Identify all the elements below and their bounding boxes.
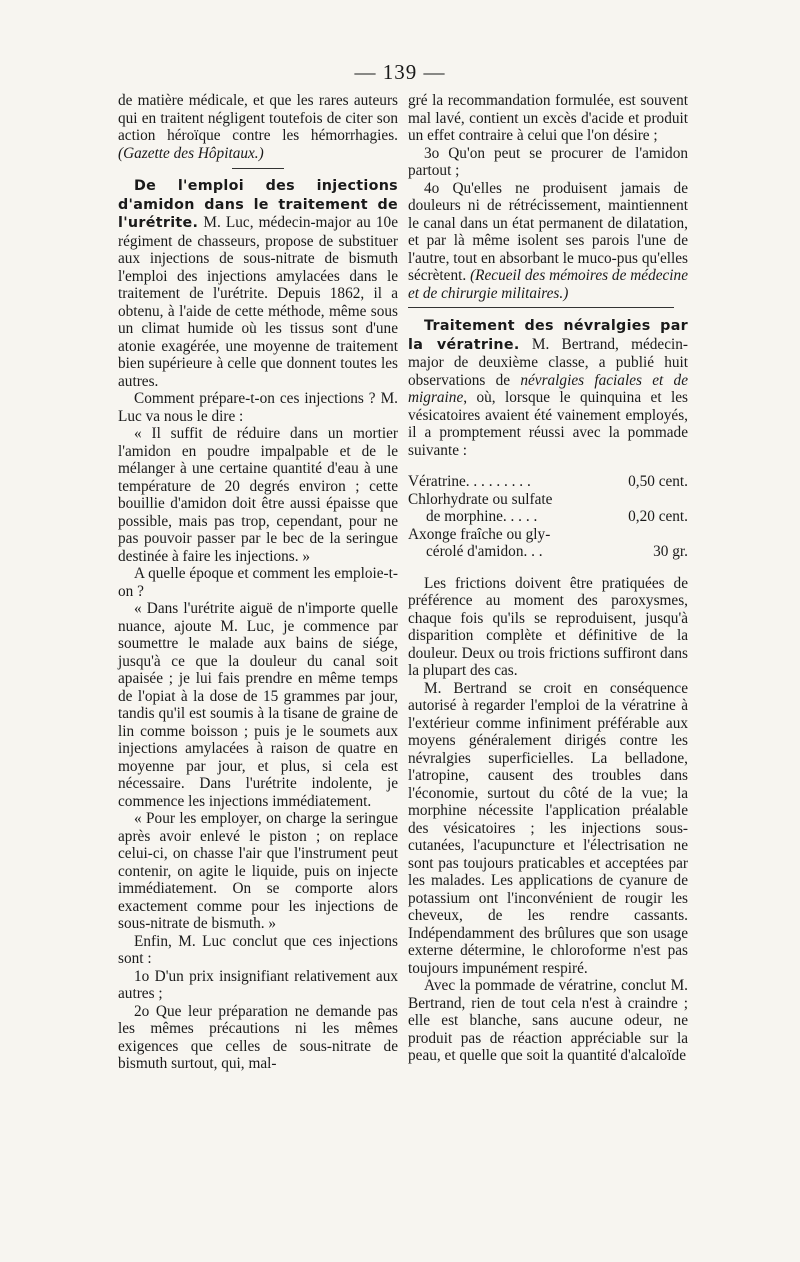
recipe-row — [408, 473, 688, 491]
recipe-quantity: 0,50 cent. — [628, 473, 688, 490]
paragraph: 2o Que leur préparation ne demande pas les mêmes précautions ni les mêmes exigences que celles de sous-nitrate de bismuth surtout, qui, mal- — [118, 1002, 398, 1072]
recipe-row — [408, 491, 688, 509]
paragraph: A quelle époque et comment les emploie-t-on ? — [118, 565, 398, 600]
recipe-ingredient: cérolé d'amidon. . . — [426, 543, 543, 560]
paragraph: Les frictions doivent être pratiquées de préférence au moment des paroxysmes, chaque fois qu'ils se reproduisent, jusqu'à disparition complète et définitive de la douleur. Deux ou trois frictions suffiront dans la plupart des cas. — [408, 574, 688, 679]
paragraph: gré la recommandation formulée, est souvent mal lavé, contient un excès d'acide et produit un effet contraire à celui que l'on désire ; — [408, 92, 688, 144]
recipe-ingredient: Axonge fraîche ou gly- — [408, 525, 551, 543]
recipe-row — [408, 543, 688, 561]
recipe-row — [408, 508, 688, 526]
paragraph-text: M. Luc, médecin-major au 10e régiment de chasseurs, propose de substituer aux injections de sous-nitrate de bismuth l'emploi des injections amylacées dans le traitement de l'urétrite. Depuis 1862, il a obtenu, à l'aide de cette méthode, même sous un climat humide où les tissus sont d'une atonie exagérée, une moyenne de traitement bien supérieure à celle que donnent toutes les autres. — [118, 214, 398, 390]
divider — [232, 168, 284, 169]
page-number: — 139 — — [354, 60, 446, 84]
paragraph-text: M. Bertrand, médecin-major de deuxième classe, a publié huit observations de — [408, 335, 689, 389]
paragraph: Avec la pommade de vératrine, conclut M. Bertrand, rien de tout cela n'est à craindre ; elle est blanche, sans aucune odeur, ne produit pas de réaction appréciable sur la peau, et quelle que soit la quantité d'alcaloïde — [408, 977, 688, 1064]
recipe-row — [408, 526, 688, 544]
paragraph — [118, 92, 398, 162]
paragraph: « Dans l'urétrite aiguë de n'importe quelle nuance, ajoute M. Luc, je commence par soumettre le malade aux bains de siége, jusqu'à ce que la douleur du canal soit apaisée ; je lui fais prendre en même temps de l'opiat à la dose de 15 grammes par jour, tandis qu'il est soumis à la tisane de graine de lin comme boisson ; puis je le soumets aux injections amylacées à raison de quatre en moyenne par jour, et plus, si cela est nécessaire. Dans l'urétrite indolente, je commence les injections immédiatement. — [118, 600, 398, 810]
section-title: De l'emploi des injections d'amidon dans le traitement de l'urétrite. — [118, 178, 398, 231]
recipe-ingredient: Vératrine. . . . . . . . . — [408, 473, 531, 490]
source-citation: (Recueil des mémoires de médecine et de chirurgie militaires.) — [408, 267, 688, 302]
paragraph: « Il suffit de réduire dans un mortier l'amidon en poudre impalpable et de le mélanger à une certaine quantité d'eau à une température de 20 degrés environ ; cette bouillie d'amidon doit être aussi épaisse que possible, mais pas trop, cependant, pour ne pas pouvoir passer par le bec de la seringue destinée à faire les injections. » — [118, 425, 398, 565]
paragraph-text: de matière médicale, et que les rares auteurs qui en traitent négligent toutefois de citer son action héroïque contre les hémorrhagies. — [118, 92, 398, 144]
section-title: Traitement des névralgies par la vératrine. — [408, 318, 688, 353]
source-citation: (Gazette des Hôpitaux.) — [118, 144, 264, 162]
right-column — [408, 92, 688, 1065]
paragraph: Comment prépare-t-on ces injections ? M. Luc va nous le dire : — [118, 390, 398, 425]
paragraph: 1o D'un prix insignifiant relativement aux autres ; — [118, 967, 398, 1002]
left-column — [118, 92, 398, 1073]
paragraph: Enfin, M. Luc conclut que ces injections sont : — [118, 932, 398, 967]
paragraph: « Pour les employer, on charge la seringue après avoir enlevé le piston ; on replace celui-ci, on chasse l'air que l'instrument peut contenir, on agite le liquide, puis on injecte immédiatement. On se comporte alors exactement comme pour les injections de sous-nitrate de bismuth. » — [118, 810, 398, 932]
divider — [408, 307, 674, 308]
recipe-table — [408, 473, 688, 561]
paragraph-text: 4o Qu'elles ne produisent jamais de douleurs ni de rétrécissement, maintiennent le canal dans un état permanent de dilatation, et par là même isolent ses parois l'une de l'autre, tout en absorbant le muco-pus qu'elles sécrètent. — [408, 179, 688, 284]
paragraph — [118, 177, 398, 390]
recipe-quantity: 30 gr. — [653, 543, 688, 560]
recipe-ingredient: de morphine. . . . . — [426, 508, 538, 525]
paragraph: 3o Qu'on peut se procurer de l'amidon partout ; — [408, 144, 688, 179]
recipe-quantity: 0,20 cent. — [628, 508, 688, 525]
paragraph-text: , où, lorsque le quinquina et les vésicatoires avaient été vainement employés, il a promptement réussi avec la pommade suivante : — [408, 389, 688, 459]
emphasis-text: névralgies faciales et de migraine — [408, 371, 688, 406]
recipe-ingredient: Chlorhydrate ou sulfate — [408, 490, 553, 508]
paragraph — [408, 180, 688, 303]
paragraph: M. Bertrand se croit en conséquence autorisé à regarder l'emploi de la vératrine à l'extérieur comme infiniment préférable aux moyens généralement dirigés contre les névralgies superficielles. La belladone, l'atropine, causent des troubles dans l'économie, surtout du côté de la vue; la morphine nécessite l'application préalable des vésicatoires ; les injections sous-cutanées, l'acupuncture et l'électrisation ne sont pas toujours praticables et acceptées par les malades. Les applications de cyanure de potassium ont l'inconvénient de rougir les cheveux, de les rendre cassants. Indépendamment des brûlures que son usage externe détermine, le chloroforme n'est pas toujours impunément respiré. — [408, 679, 688, 977]
paragraph — [408, 317, 688, 459]
